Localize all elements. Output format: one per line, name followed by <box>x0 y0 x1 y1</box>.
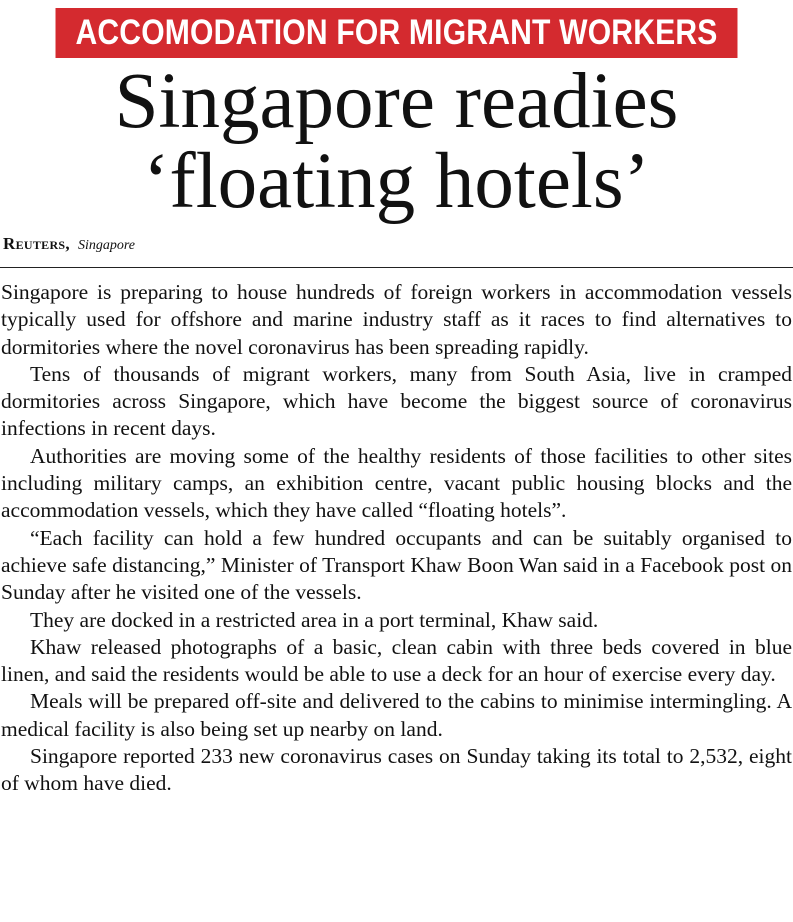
article-paragraph: “Each facility can hold a few hundred occupants and can be suitably organised to achieve safe distancing,” Minister of Transport Khaw Boon Wan said in a Facebook post on Sunday after he visited one of the vessels. <box>1 525 792 605</box>
article-body <box>1 279 792 798</box>
section-kicker: ACCOMODATION FOR MIGRANT WORKERS <box>56 8 738 58</box>
article-paragraph: Singapore reported 233 new coronavirus cases on Sunday taking its total to 2,532, eight of whom have died. <box>1 744 792 796</box>
article-paragraph: Meals will be prepared off-site and delivered to the cabins to minimise intermingling. A medical facility is also being set up nearby on land. <box>1 689 792 741</box>
article-paragraph: Authorities are moving some of the healthy residents of those facilities to other sites including military camps, an exhibition centre, vacant public housing blocks and the accommodation vessels, which they have called “floating hotels”. <box>1 443 792 523</box>
headline-line-2: ‘floating hotels’ <box>143 138 650 225</box>
byline-agency: Reuters, <box>3 234 70 253</box>
headline-line-1: Singapore readies <box>114 58 679 145</box>
byline <box>3 232 135 258</box>
article-paragraph: They are docked in a restricted area in a port terminal, Khaw said. <box>30 607 599 632</box>
headline <box>0 58 793 225</box>
article-paragraph: Singapore is preparing to house hundreds of foreign workers in accommodation vessels typically used for offshore and marine industry staff as it races to find alternatives to dormitories where the novel coronavirus has been spreading rapidly. <box>1 280 792 359</box>
article-paragraph: Tens of thousands of migrant workers, many from South Asia, live in cramped dormitories across Singapore, which have become the biggest source of coronavirus infections in recent days. <box>1 361 792 441</box>
byline-dateline: Singapore <box>77 238 135 253</box>
article-paragraph: Khaw released photographs of a basic, clean cabin with three beds covered in blue linen, and said the residents would be able to use a deck for an hour of exercise every day. <box>1 634 792 687</box>
byline-divider <box>0 267 793 268</box>
